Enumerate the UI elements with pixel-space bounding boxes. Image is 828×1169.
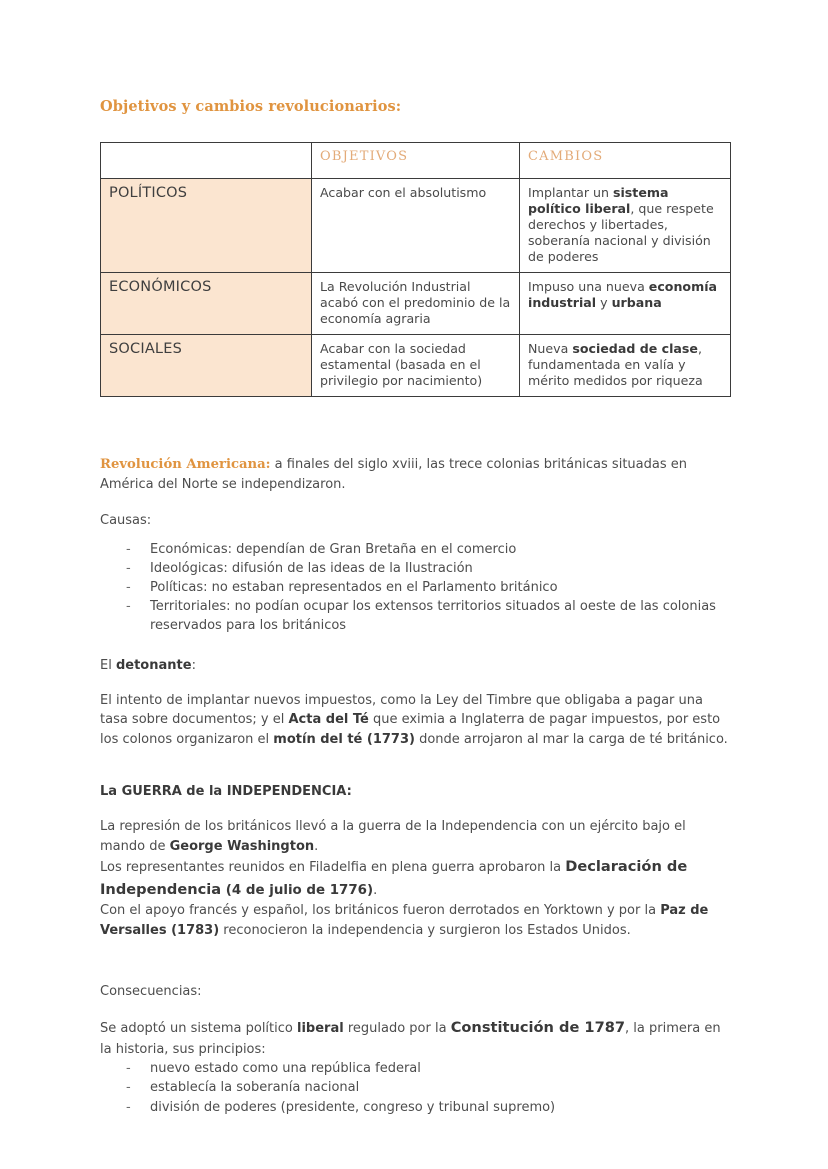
table-header-cambios: CAMBIOS: [520, 143, 731, 179]
list-item: [100, 1098, 732, 1117]
consecuencias-text-c: regulado por la: [343, 1021, 451, 1037]
detonante-label-pre: El: [100, 657, 116, 673]
dash-marker: -: [126, 542, 131, 558]
cambios-bold: sistema político liberal: [528, 185, 669, 217]
dash-marker: -: [126, 580, 131, 596]
motin-del-te-bold: motín del té (1773): [273, 732, 415, 748]
cambios-post: y: [596, 295, 612, 311]
detonante-text-a: El intento de implantar nuevos impuestos, como la Ley del Timbre que obligaba a pagar una tasa sobre documentos; y el: [100, 692, 703, 728]
cambios-pre: Impuso una nueva: [528, 279, 649, 295]
page-title: Objetivos y cambios revolucionarios:: [100, 98, 402, 115]
causas-label: Causas:: [100, 513, 152, 529]
detonante-paragraph: [100, 691, 732, 750]
list-item: [100, 559, 732, 578]
cell-objetivos-sociales: Acabar con la sociedad estamental (basada en el privilegio por nacimiento): [312, 335, 520, 397]
list-item-text: Territoriales: no podían ocupar los extensos territorios situados al oeste de las colonias reservados para los británicos: [150, 599, 716, 634]
cambios-pre: Nueva: [528, 341, 573, 357]
cell-objetivos-economicos: La Revolución Industrial acabó con el predominio de la economía agraria: [312, 273, 520, 335]
consecuencias-paragraph: [100, 1017, 732, 1059]
george-washington-bold: George Washington: [169, 838, 315, 854]
list-item: [100, 597, 732, 635]
list-item-text: Políticas: no estaban representados en el Parlamento británico: [150, 580, 558, 596]
list-item: [100, 540, 732, 559]
table-row: [101, 273, 731, 335]
guerra-text-a: La represión de los británicos llevó a la guerra de la Independencia con un ejército bajo el mando de: [100, 818, 686, 854]
guerra-text-2d: .: [373, 882, 378, 898]
cambios-post: , que respete derechos y libertades, soberanía nacional y división de poderes: [528, 201, 714, 265]
row-category-sociales: SOCIALES: [101, 335, 312, 397]
dash-marker: -: [126, 599, 131, 615]
list-item: [100, 1059, 732, 1078]
objetivos-cambios-table: [100, 142, 731, 397]
guerra-text-2a: Los representantes reunidos en Filadelfia en plena guerra aprobaron la: [100, 860, 566, 876]
document-content: [100, 98, 732, 1117]
guerra-text-c: .: [314, 838, 319, 854]
revolucion-americana-paragraph: [100, 455, 732, 495]
detonante-label-post: :: [191, 657, 196, 673]
list-item-text: establecía la soberanía nacional: [150, 1080, 360, 1096]
guerra-text-3c: reconocieron la independencia y surgieron los Estados Unidos.: [219, 922, 631, 938]
causas-list: [100, 540, 732, 636]
row-category-economicos: ECONÓMICOS: [101, 273, 312, 335]
consecuencias-list: [100, 1059, 732, 1116]
cell-objetivos-politicos: Acabar con el absolutismo: [312, 179, 520, 273]
detonante-label-bold: detonante: [115, 657, 192, 673]
consecuencias-text-e: , la primera en la historia, sus principios:: [100, 1021, 721, 1057]
acta-del-te-bold: Acta del Té: [288, 712, 369, 728]
row-category-politicos: POLÍTICOS: [101, 179, 312, 273]
table-header-objetivos: OBJETIVOS: [312, 143, 520, 179]
list-item: [100, 1078, 732, 1097]
table-row: [101, 335, 731, 397]
guerra-independencia-label: La GUERRA de la INDEPENDENCIA:: [100, 783, 352, 799]
detonante-label: [100, 658, 732, 673]
revolucion-americana-title: Revolución Americana:: [100, 457, 271, 473]
list-item: [100, 578, 732, 597]
table-header-blank: [101, 143, 312, 179]
cambios-bold: economía industrial: [528, 279, 718, 311]
liberal-bold: liberal: [297, 1021, 344, 1037]
dash-marker: -: [126, 1061, 131, 1077]
table-row: [101, 179, 731, 273]
list-item-text: Ideológicas: difusión de las ideas de la Ilustración: [150, 561, 473, 577]
cambios-pre: Implantar un: [528, 185, 613, 201]
cell-cambios-economicos: [520, 273, 731, 335]
consecuencias-text-a: Se adoptó un sistema político: [100, 1021, 297, 1037]
declaracion-independencia-bold: Declaración de Independencia: [100, 858, 688, 898]
dash-marker: -: [126, 561, 131, 577]
cell-cambios-sociales: [520, 335, 731, 397]
dash-marker: -: [126, 1080, 131, 1096]
guerra-paragraph-2: [100, 856, 732, 901]
table-header-row: [101, 143, 731, 179]
fecha-declaracion-bold: (4 de julio de 1776): [221, 882, 374, 898]
cambios-bold-2: urbana: [611, 295, 662, 311]
constitucion-1787-bold: Constitución de 1787: [450, 1019, 626, 1037]
guerra-paragraph-1: [100, 817, 732, 857]
revolucion-americana-intro: a finales del siglo xviii, las trece colonias británicas situadas en América del Norte se independizaron.: [100, 457, 687, 493]
guerra-paragraph-3: [100, 901, 732, 941]
paz-versalles-bold: Paz de Versalles (1783): [100, 902, 709, 938]
dash-marker: -: [126, 1099, 131, 1115]
list-item-text: Económicas: dependían de Gran Bretaña en el comercio: [150, 542, 517, 558]
detonante-text-e: donde arrojaron al mar la carga de té británico.: [414, 732, 728, 748]
cambios-bold: sociedad de clase: [572, 341, 698, 357]
consecuencias-label: Consecuencias:: [100, 984, 202, 1000]
cell-cambios-politicos: [520, 179, 731, 273]
list-item-text: nuevo estado como una república federal: [150, 1061, 421, 1077]
guerra-text-3a: Con el apoyo francés y español, los británicos fueron derrotados en Yorktown y por la: [100, 902, 661, 918]
cambios-post: , fundamentada en valía y mérito medidos por riqueza: [528, 341, 703, 389]
list-item-text: división de poderes (presidente, congreso y tribunal supremo): [150, 1099, 556, 1115]
detonante-text-c: que eximia a Inglaterra de pagar impuestos, por esto los colonos organizaron el: [100, 712, 721, 748]
